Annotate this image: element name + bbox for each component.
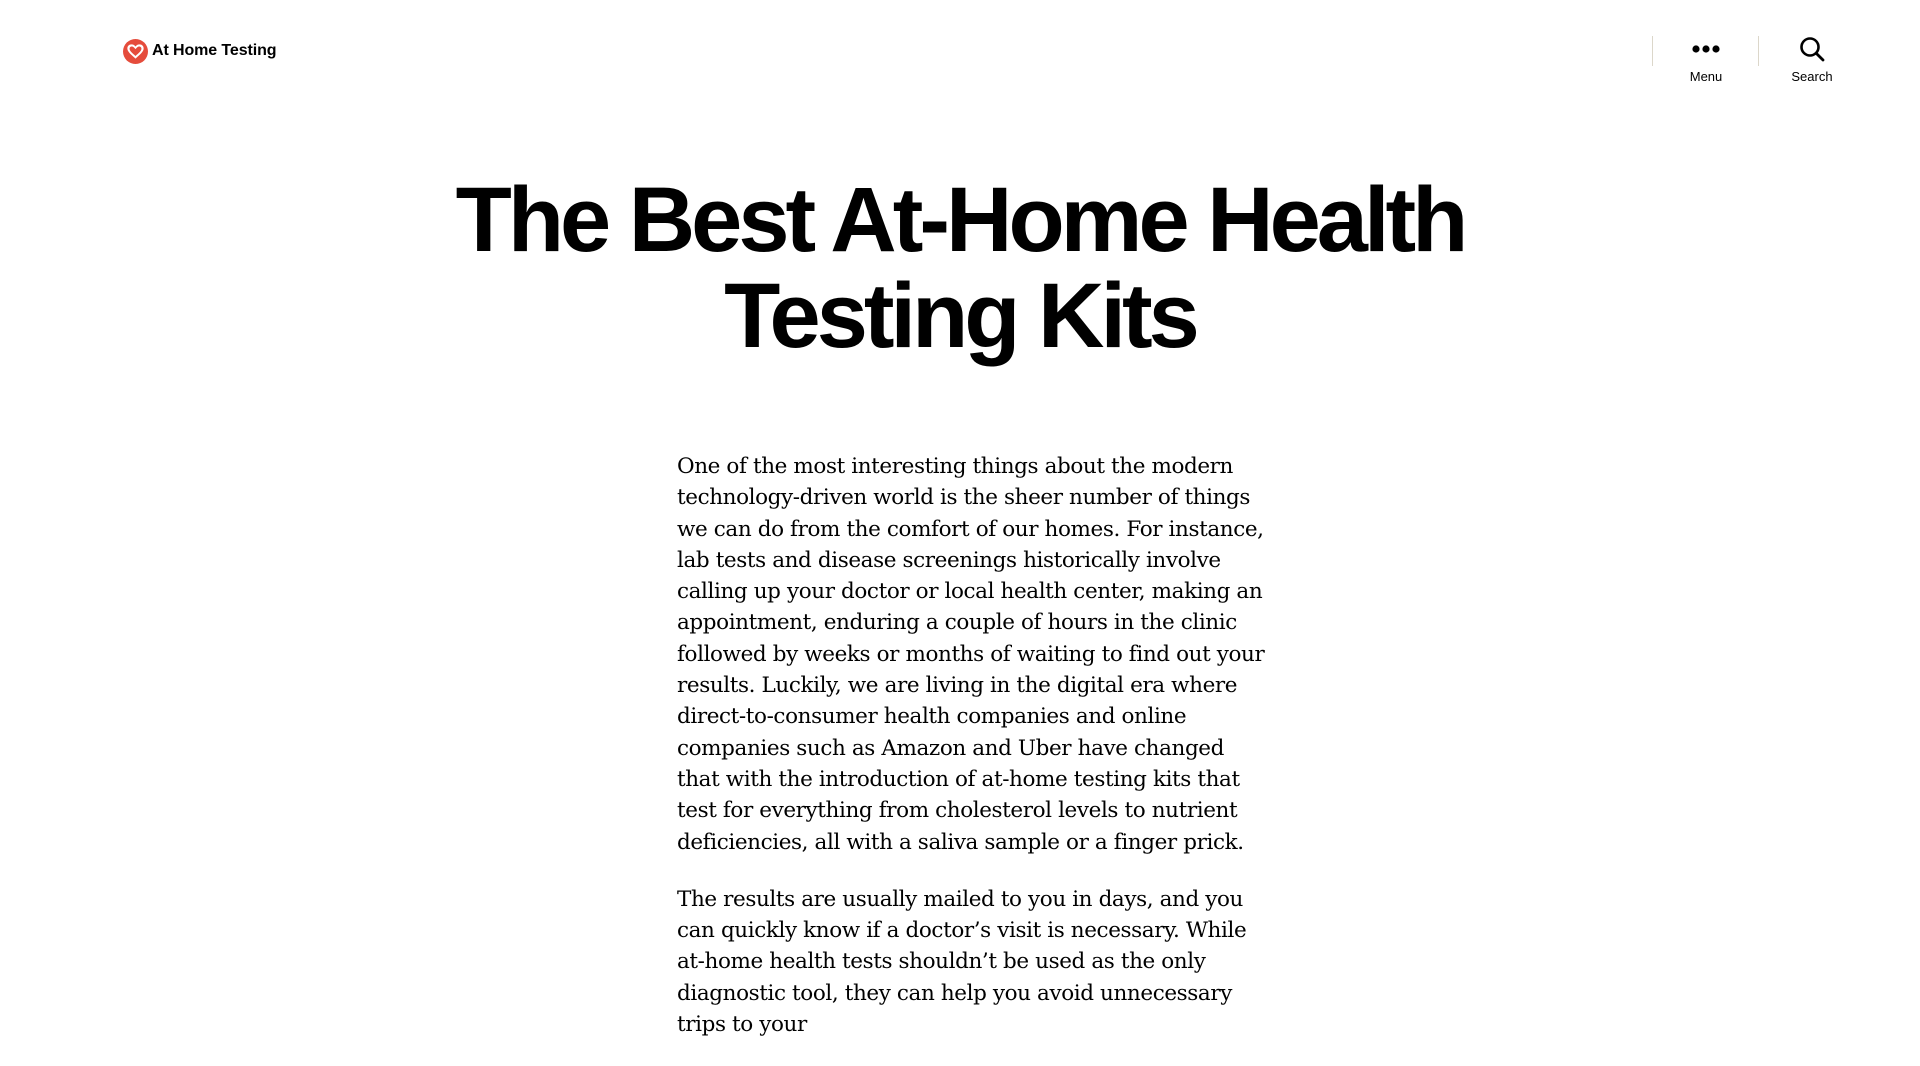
site-logo-link[interactable]: [123, 38, 276, 64]
site-header: [0, 0, 1920, 110]
menu-button[interactable]: [1660, 34, 1752, 88]
search-button[interactable]: [1766, 34, 1858, 88]
more-horizontal-icon: [1691, 34, 1721, 64]
heart-icon: [123, 39, 148, 64]
article-title: The Best At-Home Health Testing Kits: [455, 169, 1465, 367]
header-divider: [1652, 36, 1653, 66]
search-label: Search: [1791, 69, 1833, 84]
search-icon: [1797, 34, 1827, 64]
article-paragraph: One of the most interesting things about the modern technology-driven world is the sheer number of things we can do from the comfort of our homes. For instance, lab tests and disease screenings historically involve calling up your doctor or local health center, making an appointment, enduring a couple of hours in the clinic followed by weeks or months of waiting to find out your results. Luckily, we are living in the digital era where direct-to-consumer health companies and online companies such as Amazon and Uber have changed that with the introduction of at-home testing kits that test for everything from cholesterol levels to nutrient deficiencies, all with a saliva sample or a finger prick.: [677, 454, 1265, 855]
site-title: At Home Testing: [152, 42, 277, 59]
header-divider: [1758, 36, 1759, 66]
article-content: [677, 451, 1267, 1066]
article-paragraph: The results are usually mailed to you in days, and you can quickly know if a doctor’s visit is necessary. While at-home health tests shouldn’t be used as the only diagnostic tool, they can help you avoid unnecessary trips to your: [677, 886, 1247, 1038]
menu-label: Menu: [1689, 69, 1723, 84]
